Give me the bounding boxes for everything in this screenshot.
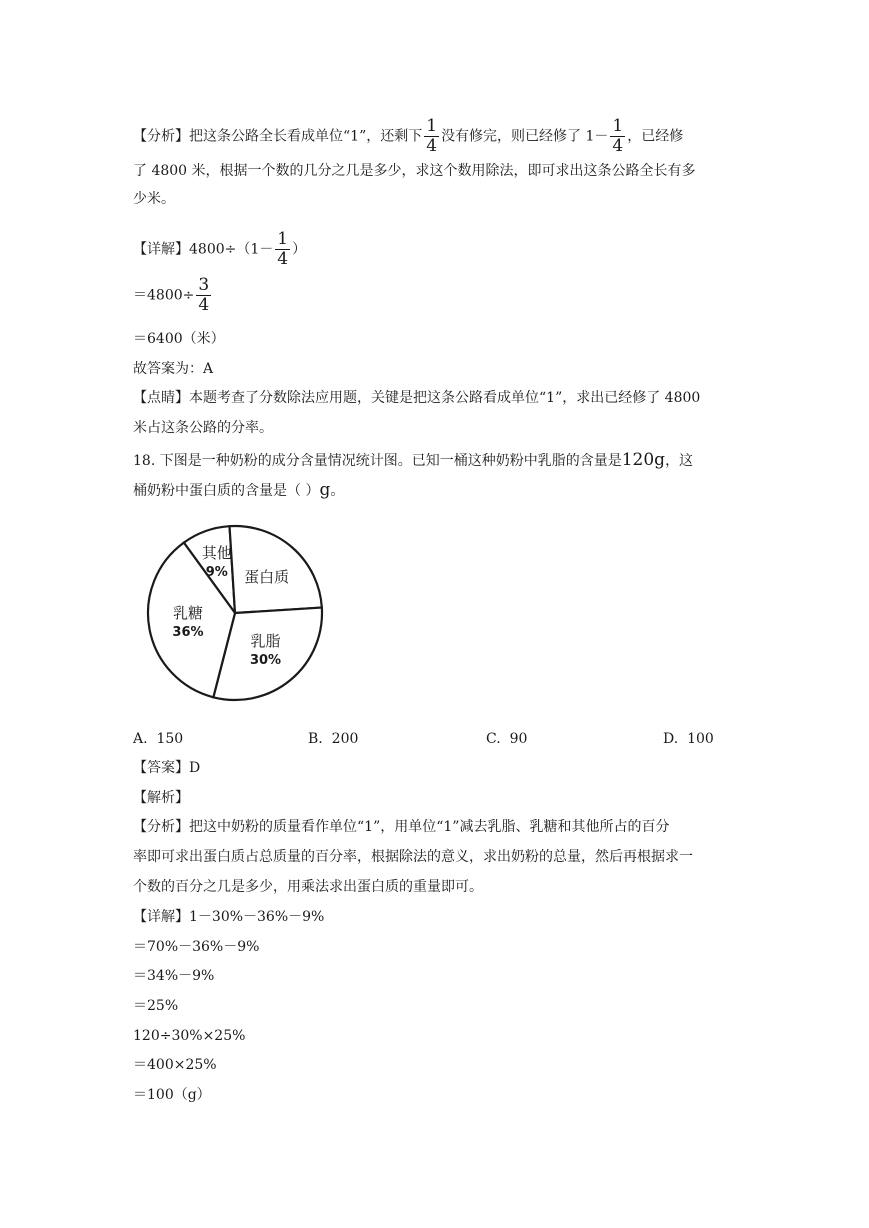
jiexi-heading: 【解析】 bbox=[133, 790, 189, 806]
pie-chart bbox=[140, 520, 330, 710]
pie-label-name-3: 乳糖 bbox=[172, 603, 204, 622]
comment1-line1: 【点睛】本题考查了分数除法应用题，关键是把这条公路看成单位“1”，求出已经修了 4800 bbox=[133, 390, 701, 406]
detail2-step-1: 【详解】1－30%－36%－9% bbox=[133, 909, 325, 925]
analysis1-line3: 少米。 bbox=[133, 191, 175, 207]
detail2-step-5: 120÷30%×25% bbox=[133, 1028, 246, 1044]
question18-line2: 桶奶粉中蛋白质的含量是（ ）g。 bbox=[133, 480, 345, 500]
option-c: C. 90 bbox=[486, 731, 528, 747]
option-a: A. 150 bbox=[133, 731, 184, 747]
analysis2-line2: 率即可求出蛋白质占总质量的百分率，根据除法的意义，求出奶粉的总量，然后再根据求一 bbox=[133, 849, 693, 865]
detail2-step-4: ＝25% bbox=[133, 998, 179, 1014]
option-b: B. 200 bbox=[308, 731, 359, 747]
detail2-step-3: ＝34%－9% bbox=[133, 968, 215, 984]
comment1-line2: 米占这条公路的分率。 bbox=[133, 420, 273, 436]
answer: 【答案】D bbox=[133, 760, 201, 776]
fraction-one-quarter: $\frac{1}{4}$ bbox=[426, 116, 438, 156]
detail1-line1: 【详解】4800÷（1－ $\frac{1}{4}$ ） bbox=[133, 229, 307, 269]
pie-label-value-0: 9% bbox=[205, 565, 228, 581]
analysis2-line3: 个数的百分之几是多少，用乘法求出蛋白质的重量即可。 bbox=[133, 879, 483, 895]
question18-line1: 18. 下图是一种奶粉的成分含量情况统计图。已知一桶这种奶粉中乳脂的含量是120g，这 bbox=[133, 450, 694, 470]
analysis1-line1: 【分析】把这条公路全长看成单位“1”，还剩下 $\frac{1}{4}$ 没有修完，则已经修了 1－ $\frac{1}{4}$ ，已经修 bbox=[133, 116, 684, 156]
detail2-step-7: ＝100（g） bbox=[133, 1087, 211, 1103]
fraction-three-quarters: $\frac{3}{4}$ bbox=[198, 275, 210, 315]
detail2-step-6: ＝400×25% bbox=[133, 1057, 217, 1073]
pie-label-name-0: 其他 bbox=[201, 544, 232, 563]
fraction-one-quarter-3: $\frac{1}{4}$ bbox=[277, 229, 289, 269]
detail1-line4: 故答案为：A bbox=[133, 361, 214, 377]
pie-label-value-2: 30% bbox=[249, 652, 282, 668]
detail2-step-2: ＝70%－36%－9% bbox=[133, 939, 260, 955]
option-d: D. 100 bbox=[663, 731, 714, 747]
pie-label-value-3: 36% bbox=[172, 624, 204, 640]
fraction-one-quarter-2: $\frac{1}{4}$ bbox=[612, 116, 624, 156]
analysis2-line1: 【分析】把这中奶粉的质量看作单位“1”，用单位“1”减去乳脂、乳糖和其他所占的百分 bbox=[133, 819, 670, 835]
detail1-line3: ＝6400（米） bbox=[133, 331, 225, 347]
pie-label-name-1: 蛋白质 bbox=[244, 568, 290, 587]
detail1-line2: ＝4800÷ $\frac{3}{4}$ bbox=[133, 275, 210, 315]
analysis1-line2: 了 4800 米，根据一个数的几分之几是多少，求这个数用除法，即可求出这条公路全长有多 bbox=[133, 163, 696, 179]
pie-label-name-2: 乳脂 bbox=[250, 631, 281, 650]
